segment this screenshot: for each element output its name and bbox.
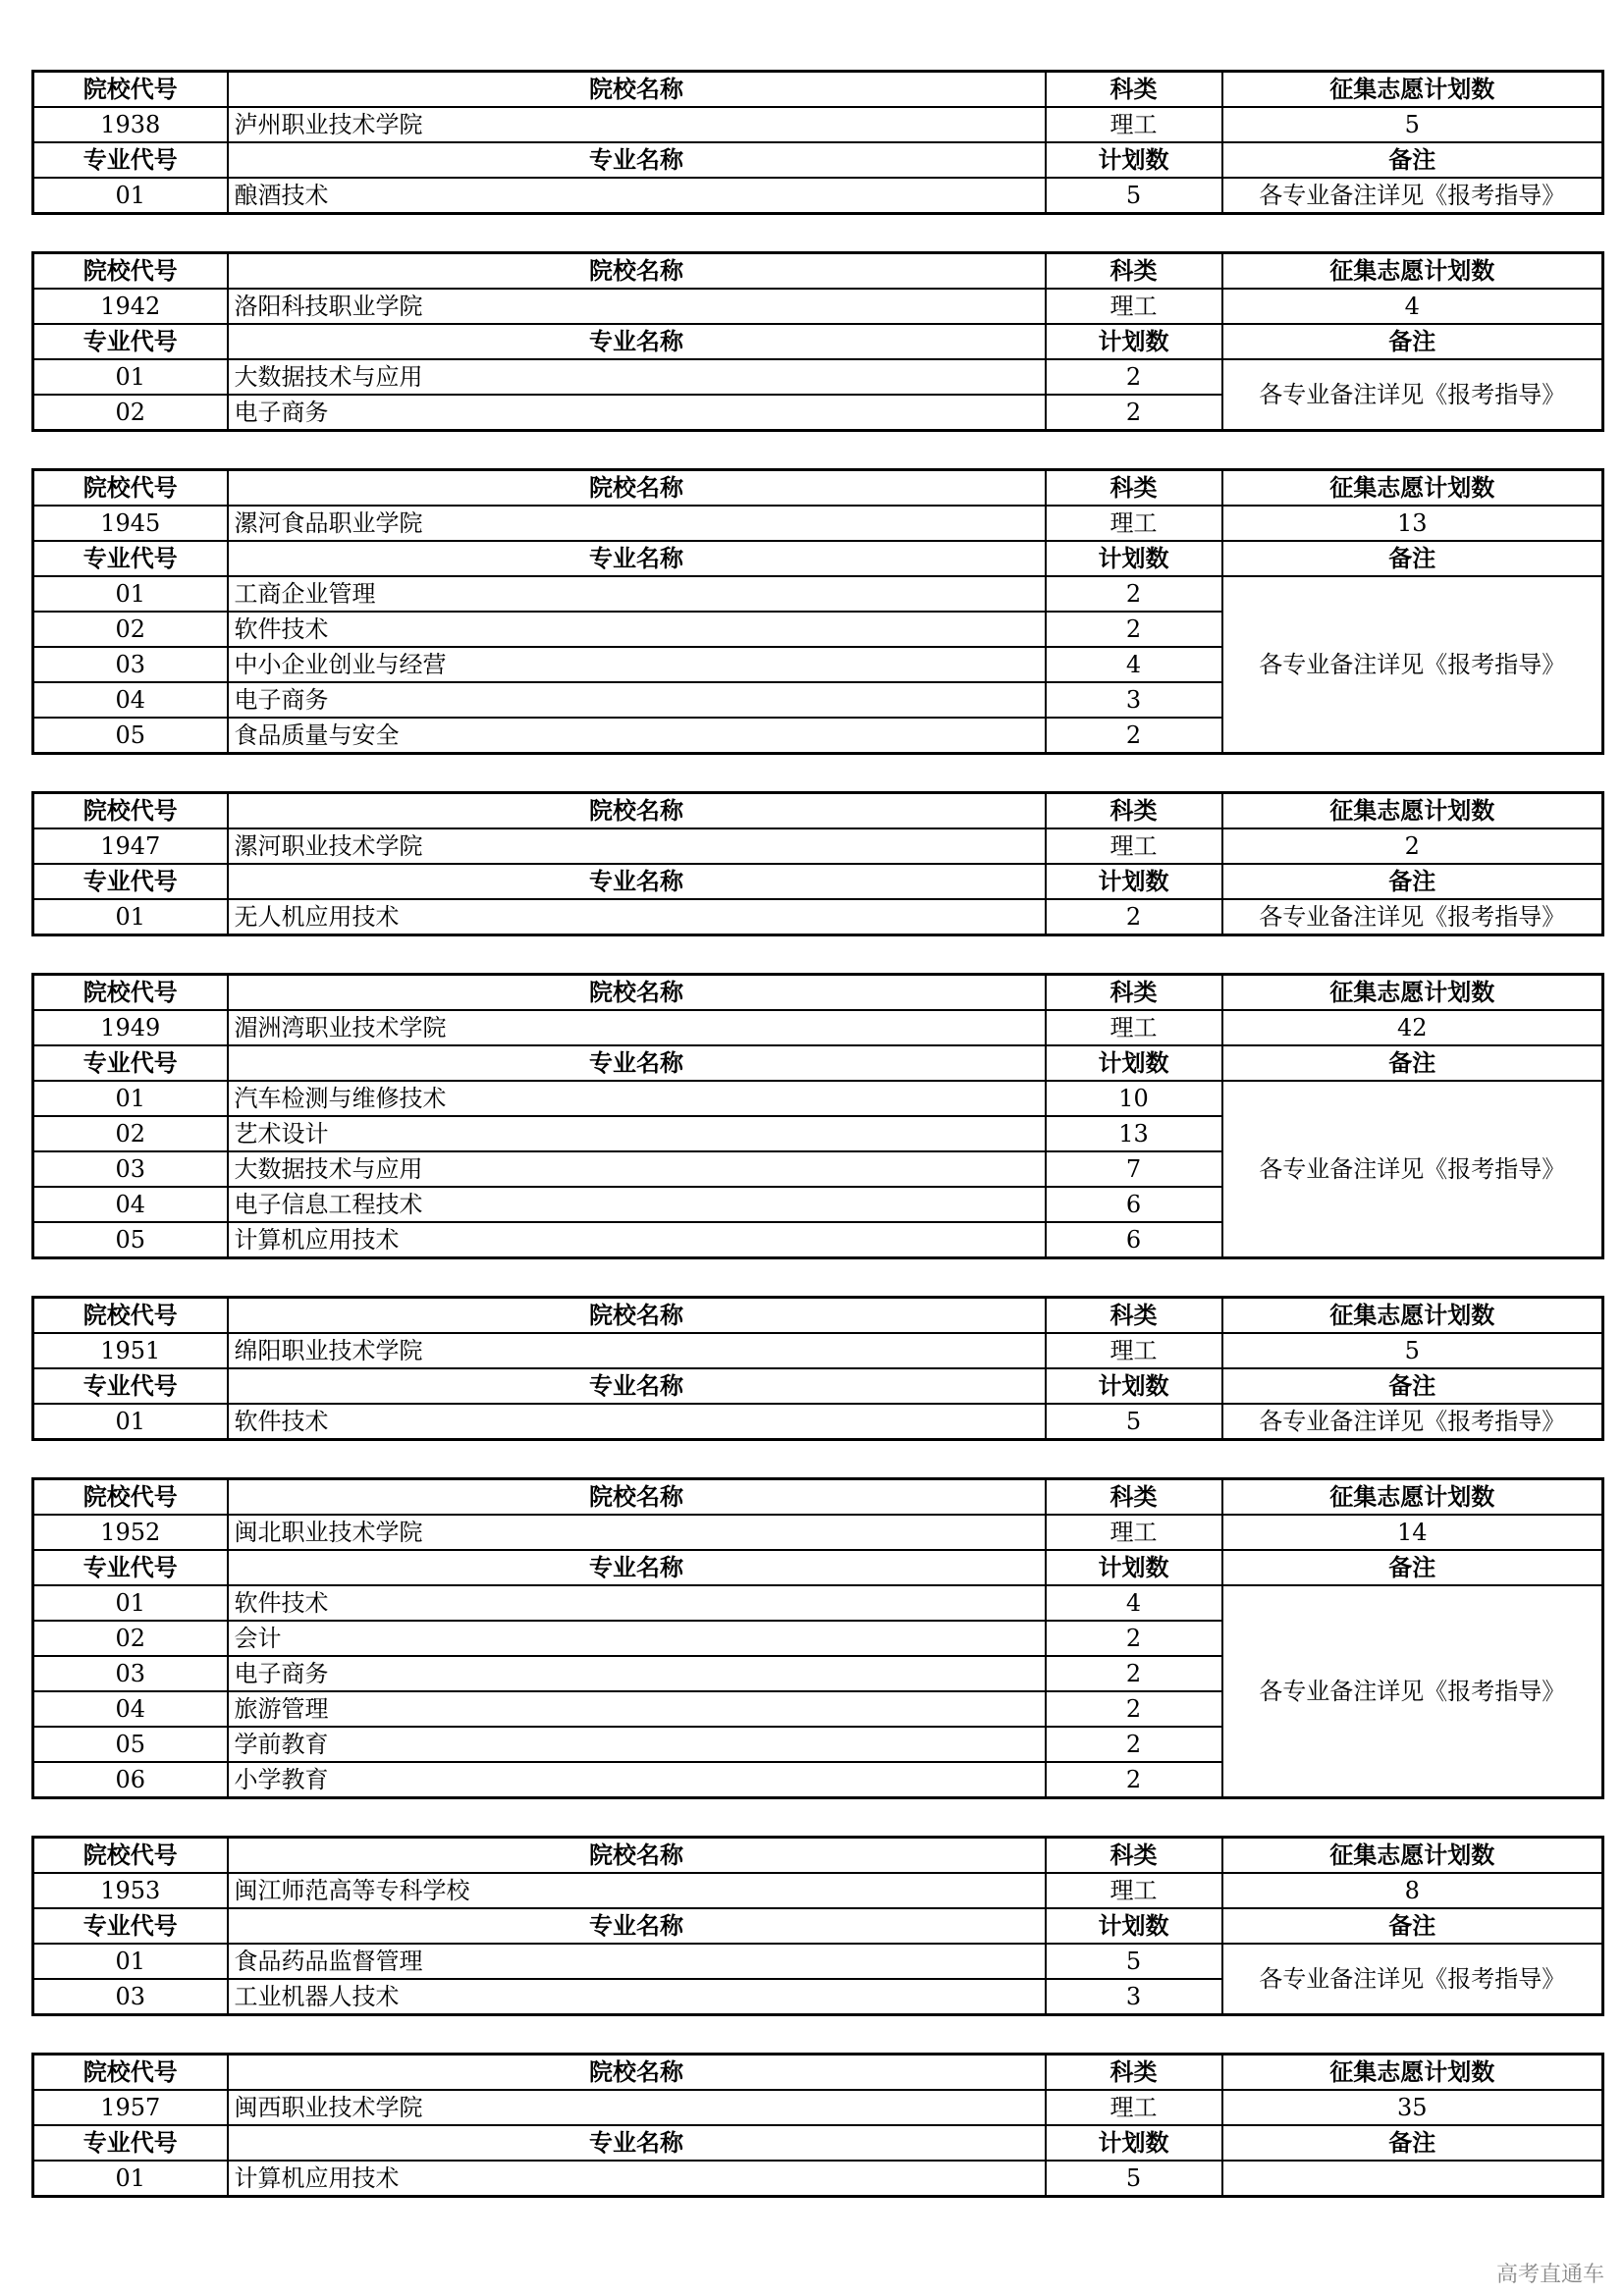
school-table xyxy=(31,468,1604,755)
school-table xyxy=(31,70,1604,215)
major-code-header: 专业代号 xyxy=(33,142,228,178)
major-name-header: 专业名称 xyxy=(228,541,1046,576)
major-plan-count: 2 xyxy=(1046,718,1222,754)
category-header: 科类 xyxy=(1046,1838,1222,1874)
major-row xyxy=(33,899,1603,935)
major-name: 会计 xyxy=(228,1621,1046,1656)
major-name: 小学教育 xyxy=(228,1762,1046,1798)
category-header: 科类 xyxy=(1046,1298,1222,1334)
school-name: 闽北职业技术学院 xyxy=(228,1515,1046,1550)
major-code: 05 xyxy=(33,1222,228,1258)
school-name: 漯河食品职业学院 xyxy=(228,506,1046,541)
major-name: 大数据技术与应用 xyxy=(228,1151,1046,1187)
plan-count-header: 计划数 xyxy=(1046,541,1222,576)
header-row xyxy=(33,324,1603,359)
school-code: 1951 xyxy=(33,1333,228,1368)
major-row xyxy=(33,2161,1603,2197)
major-name: 软件技术 xyxy=(228,1404,1046,1440)
school-name-header: 院校名称 xyxy=(228,72,1046,108)
major-code-header: 专业代号 xyxy=(33,1908,228,1944)
school-table xyxy=(31,1477,1604,1799)
plan-total-header: 征集志愿计划数 xyxy=(1222,793,1603,829)
major-code-header: 专业代号 xyxy=(33,541,228,576)
plan-total-header: 征集志愿计划数 xyxy=(1222,253,1603,290)
major-code: 02 xyxy=(33,1621,228,1656)
school-code: 1938 xyxy=(33,107,228,142)
major-row xyxy=(33,359,1603,395)
major-name: 汽车检测与维修技术 xyxy=(228,1081,1046,1116)
major-plan-count: 10 xyxy=(1046,1081,1222,1116)
school-table xyxy=(31,973,1604,1259)
major-code: 02 xyxy=(33,1116,228,1151)
school-category: 理工 xyxy=(1046,828,1222,864)
major-code-header: 专业代号 xyxy=(33,2125,228,2161)
plan-count-header: 计划数 xyxy=(1046,2125,1222,2161)
major-note: 各专业备注详见《报考指导》 xyxy=(1222,178,1603,214)
plan-total-header: 征集志愿计划数 xyxy=(1222,1298,1603,1334)
major-plan-count: 2 xyxy=(1046,1691,1222,1727)
header-row xyxy=(33,470,1603,507)
school-name: 洛阳科技职业学院 xyxy=(228,289,1046,324)
major-note: 各专业备注详见《报考指导》 xyxy=(1222,1081,1603,1258)
school-name: 湄洲湾职业技术学院 xyxy=(228,1010,1046,1045)
school-code: 1942 xyxy=(33,289,228,324)
school-plan-total: 4 xyxy=(1222,289,1603,324)
school-table xyxy=(31,1296,1604,1441)
school-table xyxy=(31,1836,1604,2016)
major-code: 04 xyxy=(33,682,228,718)
major-plan-count: 13 xyxy=(1046,1116,1222,1151)
plan-count-header: 计划数 xyxy=(1046,324,1222,359)
school-table xyxy=(31,2053,1604,2198)
major-plan-count: 6 xyxy=(1046,1222,1222,1258)
major-name: 学前教育 xyxy=(228,1727,1046,1762)
note-header: 备注 xyxy=(1222,1550,1603,1585)
school-row xyxy=(33,828,1603,864)
major-note: 各专业备注详见《报考指导》 xyxy=(1222,1404,1603,1440)
major-plan-count: 5 xyxy=(1046,1944,1222,1979)
note-header: 备注 xyxy=(1222,142,1603,178)
major-name-header: 专业名称 xyxy=(228,2125,1046,2161)
header-row xyxy=(33,1045,1603,1081)
school-name-header: 院校名称 xyxy=(228,253,1046,290)
school-plan-total: 35 xyxy=(1222,2090,1603,2125)
major-code: 05 xyxy=(33,718,228,754)
major-name: 酿酒技术 xyxy=(228,178,1046,214)
header-row xyxy=(33,1838,1603,1874)
major-name: 食品质量与安全 xyxy=(228,718,1046,754)
major-plan-count: 2 xyxy=(1046,612,1222,647)
plan-total-header: 征集志愿计划数 xyxy=(1222,72,1603,108)
category-header: 科类 xyxy=(1046,975,1222,1011)
major-name: 软件技术 xyxy=(228,1585,1046,1621)
school-plan-total: 14 xyxy=(1222,1515,1603,1550)
major-name: 工商企业管理 xyxy=(228,576,1046,612)
major-name: 艺术设计 xyxy=(228,1116,1046,1151)
school-plan-total: 13 xyxy=(1222,506,1603,541)
school-code: 1947 xyxy=(33,828,228,864)
school-row xyxy=(33,107,1603,142)
major-row xyxy=(33,178,1603,214)
school-row xyxy=(33,1333,1603,1368)
major-name-header: 专业名称 xyxy=(228,1550,1046,1585)
school-name: 泸州职业技术学院 xyxy=(228,107,1046,142)
school-category: 理工 xyxy=(1046,107,1222,142)
school-name: 绵阳职业技术学院 xyxy=(228,1333,1046,1368)
plan-total-header: 征集志愿计划数 xyxy=(1222,975,1603,1011)
major-code-header: 专业代号 xyxy=(33,1368,228,1404)
major-plan-count: 5 xyxy=(1046,1404,1222,1440)
major-plan-count: 7 xyxy=(1046,1151,1222,1187)
header-row xyxy=(33,541,1603,576)
plan-count-header: 计划数 xyxy=(1046,1045,1222,1081)
major-name: 计算机应用技术 xyxy=(228,1222,1046,1258)
major-note: 各专业备注详见《报考指导》 xyxy=(1222,899,1603,935)
header-row xyxy=(33,253,1603,290)
note-header: 备注 xyxy=(1222,1045,1603,1081)
plan-total-header: 征集志愿计划数 xyxy=(1222,470,1603,507)
major-row xyxy=(33,1944,1603,1979)
major-name: 食品药品监督管理 xyxy=(228,1944,1046,1979)
school-table xyxy=(31,251,1604,432)
major-code: 03 xyxy=(33,1979,228,2015)
school-plan-total: 42 xyxy=(1222,1010,1603,1045)
major-name: 无人机应用技术 xyxy=(228,899,1046,935)
school-code-header: 院校代号 xyxy=(33,793,228,829)
header-row xyxy=(33,1908,1603,1944)
school-plan-total: 8 xyxy=(1222,1873,1603,1908)
major-code-header: 专业代号 xyxy=(33,864,228,899)
school-row xyxy=(33,1010,1603,1045)
note-header: 备注 xyxy=(1222,1908,1603,1944)
school-code-header: 院校代号 xyxy=(33,975,228,1011)
major-plan-count: 5 xyxy=(1046,178,1222,214)
header-row xyxy=(33,2055,1603,2091)
major-name: 工业机器人技术 xyxy=(228,1979,1046,2015)
category-header: 科类 xyxy=(1046,2055,1222,2091)
school-name-header: 院校名称 xyxy=(228,2055,1046,2091)
major-plan-count: 3 xyxy=(1046,682,1222,718)
header-row xyxy=(33,2125,1603,2161)
plan-count-header: 计划数 xyxy=(1046,142,1222,178)
major-code: 01 xyxy=(33,178,228,214)
school-category: 理工 xyxy=(1046,289,1222,324)
school-plan-total: 2 xyxy=(1222,828,1603,864)
major-note: 各专业备注详见《报考指导》 xyxy=(1222,1585,1603,1798)
major-plan-count: 4 xyxy=(1046,1585,1222,1621)
major-code: 01 xyxy=(33,1404,228,1440)
school-plan-total: 5 xyxy=(1222,1333,1603,1368)
major-code: 03 xyxy=(33,1151,228,1187)
header-row xyxy=(33,1368,1603,1404)
school-code: 1952 xyxy=(33,1515,228,1550)
header-row xyxy=(33,793,1603,829)
school-code-header: 院校代号 xyxy=(33,470,228,507)
school-name: 漯河职业技术学院 xyxy=(228,828,1046,864)
school-category: 理工 xyxy=(1046,1333,1222,1368)
major-code-header: 专业代号 xyxy=(33,1550,228,1585)
school-name-header: 院校名称 xyxy=(228,1479,1046,1516)
school-code: 1953 xyxy=(33,1873,228,1908)
category-header: 科类 xyxy=(1046,72,1222,108)
major-code: 01 xyxy=(33,1081,228,1116)
school-code-header: 院校代号 xyxy=(33,1298,228,1334)
major-plan-count: 2 xyxy=(1046,1621,1222,1656)
plan-count-header: 计划数 xyxy=(1046,1368,1222,1404)
major-plan-count: 2 xyxy=(1046,359,1222,395)
school-code: 1957 xyxy=(33,2090,228,2125)
school-row xyxy=(33,1515,1603,1550)
major-code: 04 xyxy=(33,1187,228,1222)
header-row xyxy=(33,72,1603,108)
header-row xyxy=(33,1550,1603,1585)
school-name-header: 院校名称 xyxy=(228,470,1046,507)
admission-plan-tables xyxy=(31,70,1601,2234)
plan-total-header: 征集志愿计划数 xyxy=(1222,1479,1603,1516)
major-row xyxy=(33,1585,1603,1621)
major-plan-count: 5 xyxy=(1046,2161,1222,2197)
major-name-header: 专业名称 xyxy=(228,142,1046,178)
plan-total-header: 征集志愿计划数 xyxy=(1222,1838,1603,1874)
category-header: 科类 xyxy=(1046,1479,1222,1516)
school-code-header: 院校代号 xyxy=(33,1838,228,1874)
school-row xyxy=(33,1873,1603,1908)
major-plan-count: 2 xyxy=(1046,395,1222,431)
major-name: 电子商务 xyxy=(228,395,1046,431)
school-name-header: 院校名称 xyxy=(228,1838,1046,1874)
category-header: 科类 xyxy=(1046,793,1222,829)
major-code: 04 xyxy=(33,1691,228,1727)
note-header: 备注 xyxy=(1222,541,1603,576)
header-row xyxy=(33,975,1603,1011)
plan-total-header: 征集志愿计划数 xyxy=(1222,2055,1603,2091)
school-name-header: 院校名称 xyxy=(228,1298,1046,1334)
major-name-header: 专业名称 xyxy=(228,1045,1046,1081)
major-note: 各专业备注详见《报考指导》 xyxy=(1222,359,1603,431)
category-header: 科类 xyxy=(1046,470,1222,507)
major-plan-count: 4 xyxy=(1046,647,1222,682)
major-note: 各专业备注详见《报考指导》 xyxy=(1222,1944,1603,2015)
school-category: 理工 xyxy=(1046,1515,1222,1550)
major-name: 电子商务 xyxy=(228,1656,1046,1691)
school-row xyxy=(33,289,1603,324)
major-note: 各专业备注详见《报考指导》 xyxy=(1222,576,1603,754)
note-header: 备注 xyxy=(1222,1368,1603,1404)
major-code-header: 专业代号 xyxy=(33,1045,228,1081)
major-plan-count: 2 xyxy=(1046,576,1222,612)
watermark: 高考直通车 xyxy=(1495,2263,1604,2287)
plan-count-header: 计划数 xyxy=(1046,1908,1222,1944)
school-code: 1949 xyxy=(33,1010,228,1045)
major-name-header: 专业名称 xyxy=(228,1368,1046,1404)
major-code: 05 xyxy=(33,1727,228,1762)
school-name: 闽江师范高等专科学校 xyxy=(228,1873,1046,1908)
major-name: 电子商务 xyxy=(228,682,1046,718)
note-header: 备注 xyxy=(1222,324,1603,359)
major-name: 中小企业创业与经营 xyxy=(228,647,1046,682)
major-code: 06 xyxy=(33,1762,228,1798)
school-code-header: 院校代号 xyxy=(33,1479,228,1516)
note-header: 备注 xyxy=(1222,2125,1603,2161)
school-category: 理工 xyxy=(1046,506,1222,541)
school-category: 理工 xyxy=(1046,1873,1222,1908)
major-name: 软件技术 xyxy=(228,612,1046,647)
major-name: 电子信息工程技术 xyxy=(228,1187,1046,1222)
header-row xyxy=(33,1298,1603,1334)
major-code: 01 xyxy=(33,899,228,935)
header-row xyxy=(33,864,1603,899)
major-name-header: 专业名称 xyxy=(228,864,1046,899)
major-row xyxy=(33,1404,1603,1440)
major-code-header: 专业代号 xyxy=(33,324,228,359)
major-code: 01 xyxy=(33,1585,228,1621)
school-code-header: 院校代号 xyxy=(33,253,228,290)
major-code: 01 xyxy=(33,2161,228,2197)
school-code-header: 院校代号 xyxy=(33,72,228,108)
major-code: 03 xyxy=(33,1656,228,1691)
school-plan-total: 5 xyxy=(1222,107,1603,142)
school-table xyxy=(31,791,1604,936)
major-code: 01 xyxy=(33,1944,228,1979)
school-name: 闽西职业技术学院 xyxy=(228,2090,1046,2125)
school-row xyxy=(33,506,1603,541)
note-header: 备注 xyxy=(1222,864,1603,899)
category-header: 科类 xyxy=(1046,253,1222,290)
major-plan-count: 6 xyxy=(1046,1187,1222,1222)
plan-count-header: 计划数 xyxy=(1046,864,1222,899)
major-code: 02 xyxy=(33,612,228,647)
header-row xyxy=(33,142,1603,178)
major-name-header: 专业名称 xyxy=(228,324,1046,359)
school-name-header: 院校名称 xyxy=(228,975,1046,1011)
major-plan-count: 2 xyxy=(1046,1727,1222,1762)
major-name-header: 专业名称 xyxy=(228,1908,1046,1944)
major-code: 02 xyxy=(33,395,228,431)
major-name: 大数据技术与应用 xyxy=(228,359,1046,395)
major-row xyxy=(33,576,1603,612)
major-note xyxy=(1222,2161,1603,2197)
major-plan-count: 2 xyxy=(1046,899,1222,935)
header-row xyxy=(33,1479,1603,1516)
major-plan-count: 3 xyxy=(1046,1979,1222,2015)
major-name: 计算机应用技术 xyxy=(228,2161,1046,2197)
major-code: 01 xyxy=(33,576,228,612)
major-code: 01 xyxy=(33,359,228,395)
school-code-header: 院校代号 xyxy=(33,2055,228,2091)
school-name-header: 院校名称 xyxy=(228,793,1046,829)
major-plan-count: 2 xyxy=(1046,1656,1222,1691)
school-code: 1945 xyxy=(33,506,228,541)
major-name: 旅游管理 xyxy=(228,1691,1046,1727)
plan-count-header: 计划数 xyxy=(1046,1550,1222,1585)
school-category: 理工 xyxy=(1046,1010,1222,1045)
major-plan-count: 2 xyxy=(1046,1762,1222,1798)
school-row xyxy=(33,2090,1603,2125)
major-row xyxy=(33,1081,1603,1116)
school-category: 理工 xyxy=(1046,2090,1222,2125)
major-code: 03 xyxy=(33,647,228,682)
